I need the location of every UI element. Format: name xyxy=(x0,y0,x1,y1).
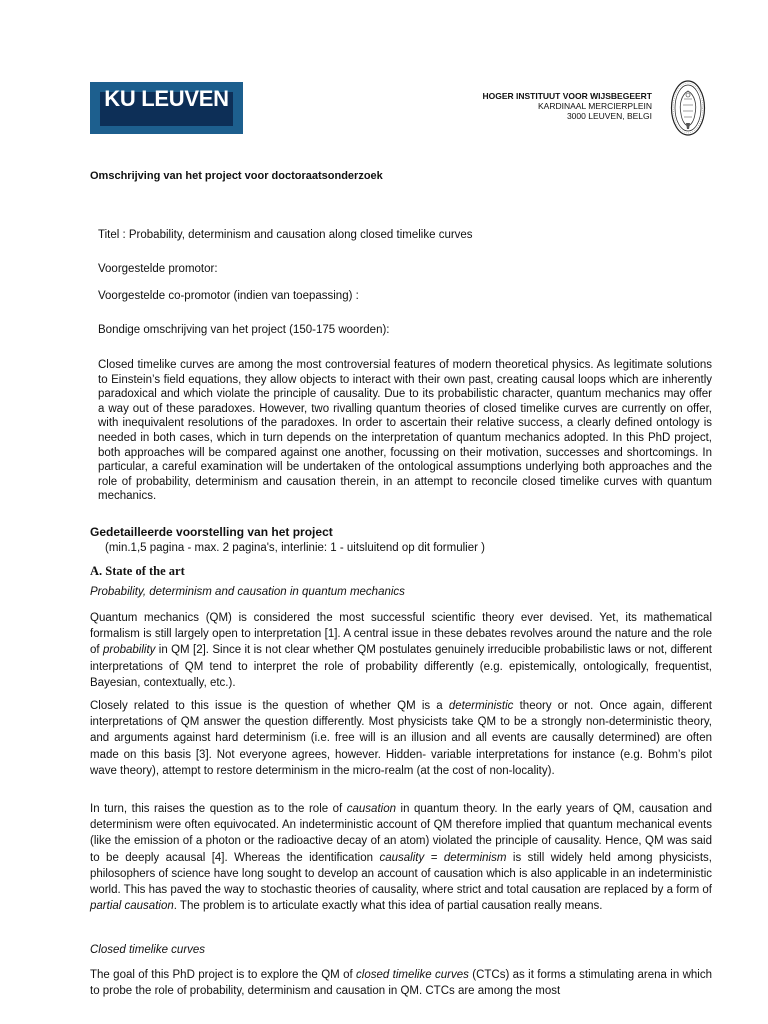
section-a-heading: A. State of the art xyxy=(90,564,185,578)
project-title-field: Titel : Probability, determinism and causation along closed timelike curves xyxy=(98,229,473,241)
ku-leuven-logo xyxy=(90,82,243,134)
document-title: Omschrijving van het project voor doctoraatsonderzoek xyxy=(90,170,383,182)
institute-street: KARDINAAL MERCIERPLEIN xyxy=(538,101,652,111)
summary-text: Closed timelike curves are among the most controversial features of modern theoretical physics. As legitimate solutions to Einstein’s field equations, they allow objects to interact with their own past, creating causal loops which are inherently paradoxical and which violate the principle of causality. Due to its probabilistic character, quantum mechanics may offer a way out of these paradoxes. However, two rivalling quantum theories of closed timelike curves are currently on offer, with inequivalent resolutions of the paradoxes. In order to ascertain their relative success, a clearly defined ontology is needed in both cases, which in turn depends on the interpretation of quantum mechanics adopted. In this PhD project, both approaches will be compared against one another, focussing on their motivation, successes and shortcomings. In particular, a careful examination will be undertaken of the ontological assumptions underlying both approaches and the role of probability, determinism and causation therein, in an attempt to reconcile closed timelike curves with quantum mechanics. xyxy=(98,359,712,503)
institute-city: 3000 LEUVEN, BELGI xyxy=(566,111,652,121)
paragraph-1: Quantum mechanics (QM) is considered the most successful scientific theory ever devised. Yet, its mathematical formalism is still largely open to interpretation [1]. A central issue in these debates revolves around the nature and the role of probability in QM [2]. Since it is not clear whether QM postulates genuinely irreducible probabilistic laws or not, different interpretations of QM tend to interpret the role of probability differently (e.g. epistemically, ontologically, frequentist, Bayesian, contextually, etc.). xyxy=(90,612,712,689)
institute-name: HOGER INSTITUUT VOOR WIJSBEGEERT xyxy=(482,91,652,101)
institute-address xyxy=(482,91,652,121)
summary-label: Bondige omschrijving van het project (150-175 woorden): xyxy=(98,324,390,336)
detail-note: (min.1,5 pagina - max. 2 pagina's, interlinie: 1 - uitsluitend op dit formulier ) xyxy=(105,542,485,554)
detail-heading: Gedetailleerde voorstelling van het project xyxy=(90,525,333,539)
closed-timelike-subheading: Closed timelike curves xyxy=(90,944,206,956)
paragraph-2: Closely related to this issue is the question of whether QM is a deterministic theory or not. Once again, different interpretations of QM answer the question differently. Most physicists take QM to be a strongly non-deterministic theory, and arguments against hard determinism (i.e. free will is an illusion and all events are causally determined) are often made on this basis [3]. Not everyone agrees, however. Hidden- variable interpretations for instance (e.g. Bohm’s pilot wave theory), attempt to restore determinism in the micro-realm (at the cost of non-locality). xyxy=(90,700,712,777)
university-seal-icon xyxy=(670,79,706,137)
paragraph-4: The goal of this PhD project is to explore the QM of closed timelike curves (CTCs) as it forms a stimulating arena in which to probe the role of probability, determinism and causation in QM. CTCs are among the most xyxy=(90,969,712,998)
copromotor-field: Voorgestelde co-promotor (indien van toepassing) : xyxy=(98,290,359,302)
logo-text: KU LEUVEN xyxy=(104,86,229,111)
section-a-subheading: Probability, determinism and causation in quantum mechanics xyxy=(90,586,405,598)
promotor-field: Voorgestelde promotor: xyxy=(98,263,218,275)
paragraph-3: In turn, this raises the question as to the role of causation in quantum theory. In the early years of QM, causation and determinism were often equivocated. An indeterministic account of QM therefore implied that quantum mechanical events (like the emission of a photon or the radioactive decay of an atom) violated the principle of causality. Hence, QM was said to be deeply acausal [4]. Whereas the identification causality = determinism is still widely held among physicists, philosophers of science have long sought to develop an account of causation which is also applicable in an indeterministic world. This has paved the way to stochastic theories of causality, where strict and total causation are replaced by a form of partial causation. The problem is to articulate exactly what this idea of partial causation really means. xyxy=(90,803,712,913)
